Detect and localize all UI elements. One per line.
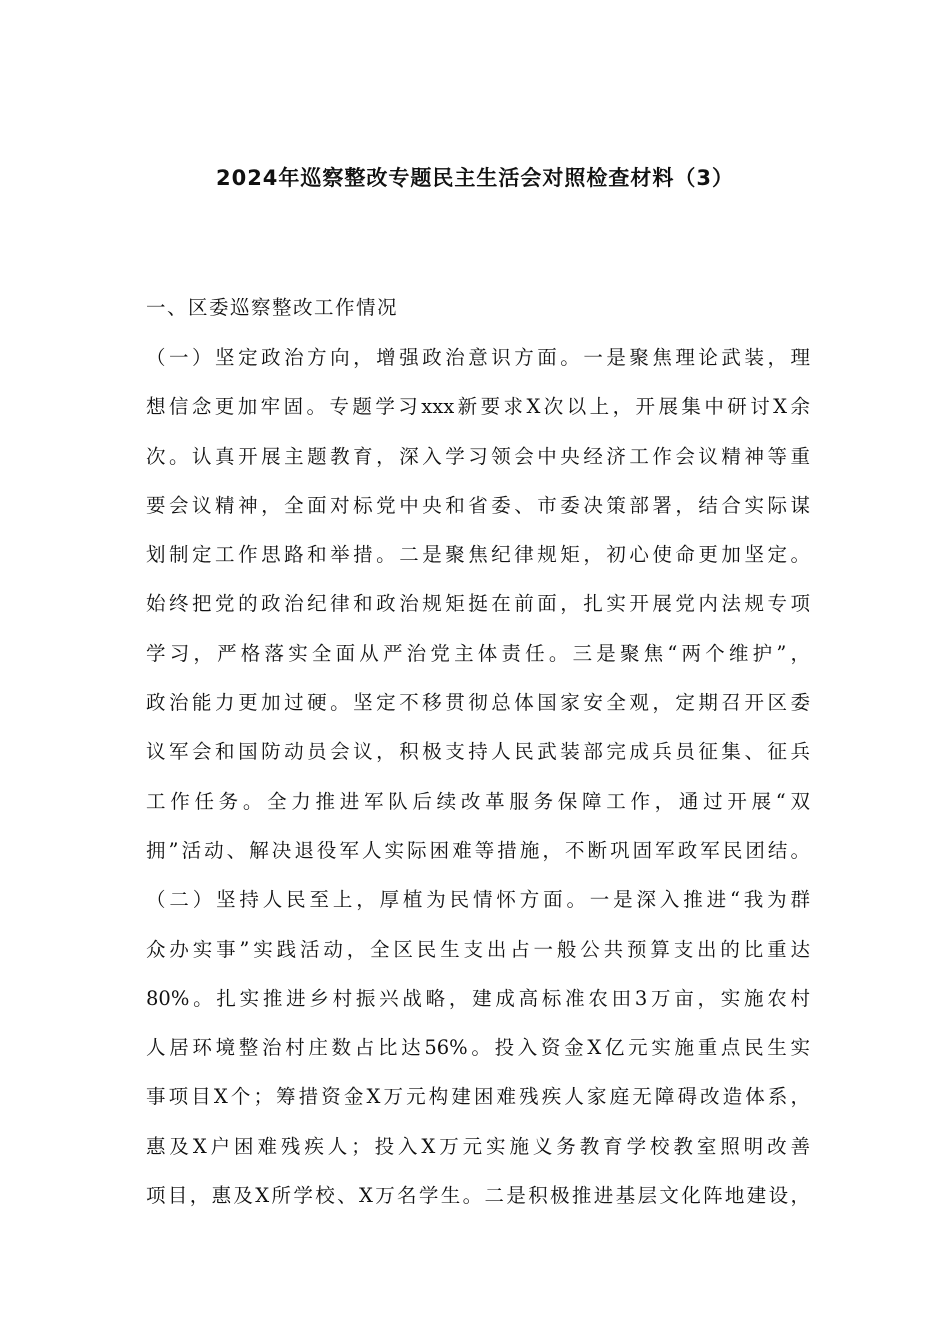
text-line: 事项目X个；筹措资金X万元构建困难残疾人家庭无障碍改造体系， (146, 1085, 810, 1109)
text-line: 80%。扎实推进乡村振兴战略，建成高标准农田3万亩，实施农村 (146, 986, 810, 1010)
paragraph-political-direction (146, 333, 810, 875)
text-line: 想信念更加牢固。专题学习xxx新要求X次以上，开展集中研讨X余 (146, 395, 810, 419)
text-line: 政治能力更加过硬。坚定不移贯彻总体国家安全观，定期召开区委 (146, 691, 810, 715)
document-title: 2024年巡察整改专题民主生活会对照检查材料（3） (215, 166, 735, 190)
text-line: 次。认真开展主题教育，深入学习领会中央经济工作会议精神等重 (146, 444, 810, 468)
section-heading: 一、区委巡察整改工作情况 (146, 296, 399, 319)
text-line: （一）坚定政治方向，增强政治意识方面。一是聚焦理论武装，理 (146, 346, 810, 369)
text-line: 人居环境整治村庄数占比达56%。投入资金X亿元实施重点民生实 (146, 1036, 810, 1060)
text-line: 拥”活动、解决退役军人实际困难等措施，不断巩固军政军民团结。 (146, 838, 810, 862)
text-line: 项目，惠及X所学校、X万名学生。二是积极推进基层文化阵地建设， (146, 1184, 810, 1208)
text-line: 要会议精神，全面对标党中央和省委、市委决策部署，结合实际谋 (146, 493, 810, 517)
text-line: 惠及X户困难残疾人；投入X万元实施义务教育学校教室照明改善 (146, 1134, 810, 1158)
text-line: 工作任务。全力推进军队后续改革服务保障工作，通过开展“双 (146, 789, 810, 813)
text-line: 议军会和国防动员会议，积极支持人民武装部完成兵员征集、征兵 (146, 740, 810, 764)
text-line: 始终把党的政治纪律和政治规矩挺在前面，扎实开展党内法规专项 (146, 592, 810, 616)
paragraph-people-first (146, 875, 810, 1220)
document-body (146, 283, 810, 1220)
text-line: 学习，严格落实全面从严治党主体责任。三是聚焦“两个维护”， (146, 641, 810, 665)
text-line: 众办实事”实践活动，全区民生支出占一般公共预算支出的比重达 (146, 937, 810, 961)
text-line: （二）坚持人民至上，厚植为民情怀方面。一是深入推进“我为群 (146, 888, 810, 912)
text-line: 划制定工作思路和举措。二是聚焦纪律规矩，初心使命更加坚定。 (146, 543, 810, 567)
